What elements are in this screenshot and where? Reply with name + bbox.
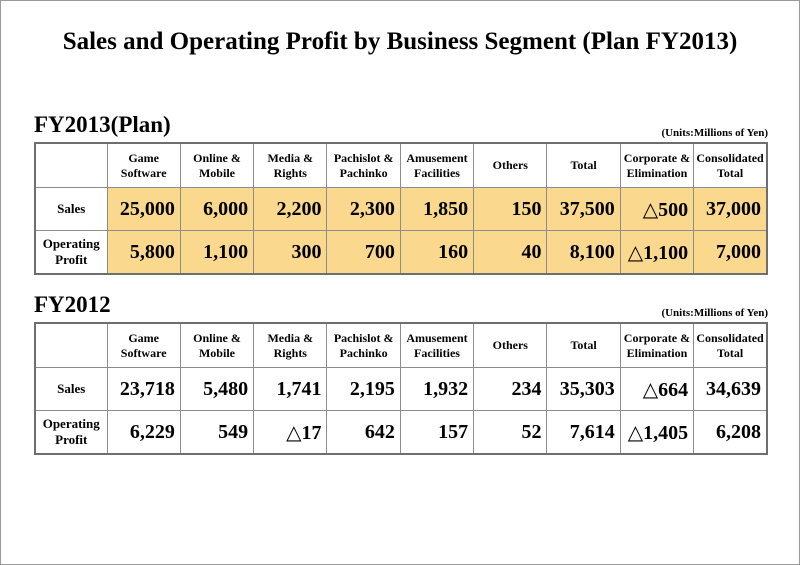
- data-cell: 160: [400, 231, 473, 275]
- data-cell: 52: [474, 411, 547, 455]
- column-header-online-mobile: Online & Mobile: [180, 143, 253, 188]
- row-label-sales: Sales: [35, 368, 107, 411]
- section-header-fy2013: [34, 112, 768, 140]
- column-header-media-rights: Media & Rights: [254, 323, 327, 368]
- fy2012-sales-row: [35, 368, 767, 411]
- fy2013-sales-row: [35, 188, 767, 231]
- section-fy2012: [34, 292, 768, 455]
- column-header-total: Total: [547, 323, 620, 368]
- column-header-amusement-facilities: Amusement Facilities: [400, 143, 473, 188]
- data-cell: 2,300: [327, 188, 400, 231]
- data-cell: 7,614: [547, 411, 620, 455]
- data-cell: 6,000: [180, 188, 253, 231]
- row-label-sales: Sales: [35, 188, 107, 231]
- column-header-amusement-facilities: Amusement Facilities: [400, 323, 473, 368]
- data-cell: 40: [474, 231, 547, 275]
- data-cell: 37,000: [694, 188, 767, 231]
- column-header-pachislot-pachinko: Pachislot & Pachinko: [327, 143, 400, 188]
- data-cell: 7,000: [694, 231, 767, 275]
- section-heading-fy2013-plan: FY2013(Plan): [34, 112, 171, 137]
- data-cell: 6,229: [107, 411, 180, 455]
- data-cell: 157: [400, 411, 473, 455]
- data-cell: 1,100: [180, 231, 253, 275]
- data-cell: 2,200: [254, 188, 327, 231]
- data-cell: 234: [474, 368, 547, 411]
- column-header-online-mobile: Online & Mobile: [180, 323, 253, 368]
- data-cell: 6,208: [694, 411, 767, 455]
- data-cell: 5,800: [107, 231, 180, 275]
- data-cell: 549: [180, 411, 253, 455]
- column-header-game-software: Game Software: [107, 143, 180, 188]
- column-header-pachislot-pachinko: Pachislot & Pachinko: [327, 323, 400, 368]
- data-cell: 300: [254, 231, 327, 275]
- data-cell: △17: [254, 411, 327, 455]
- fy2012-table: [34, 322, 768, 455]
- fy2013-header-row: [35, 143, 767, 188]
- data-cell: △1,405: [620, 411, 693, 455]
- page-title: Sales and Operating Profit by Business Segment (Plan FY2013): [62, 28, 738, 55]
- data-cell: 1,741: [254, 368, 327, 411]
- data-cell: 150: [474, 188, 547, 231]
- row-label-operating-profit: Operating Profit: [35, 231, 107, 275]
- column-header-consolidated-total: Consolidated Total: [694, 143, 767, 188]
- data-cell: 8,100: [547, 231, 620, 275]
- row-label-operating-profit: Operating Profit: [35, 411, 107, 455]
- column-header-others: Others: [474, 323, 547, 368]
- fy2013-plan-table: [34, 142, 768, 275]
- data-cell: △664: [620, 368, 693, 411]
- data-cell: 2,195: [327, 368, 400, 411]
- fy2012-operating-profit-row: [35, 411, 767, 455]
- corner-cell: [35, 143, 107, 188]
- column-header-total: Total: [547, 143, 620, 188]
- data-cell: 1,850: [400, 188, 473, 231]
- column-header-game-software: Game Software: [107, 323, 180, 368]
- units-note-fy2012: (Units:Millions of Yen): [661, 307, 768, 319]
- data-cell: △500: [620, 188, 693, 231]
- data-cell: 35,303: [547, 368, 620, 411]
- section-heading-fy2012: FY2012: [34, 292, 111, 317]
- corner-cell: [35, 323, 107, 368]
- column-header-others: Others: [474, 143, 547, 188]
- data-cell: 642: [327, 411, 400, 455]
- fy2013-operating-profit-row: [35, 231, 767, 275]
- fy2012-header-row: [35, 323, 767, 368]
- data-cell: 1,932: [400, 368, 473, 411]
- column-header-consolidated-total: Consolidated Total: [694, 323, 767, 368]
- section-header-fy2012: [34, 292, 768, 320]
- data-cell: 25,000: [107, 188, 180, 231]
- data-cell: 37,500: [547, 188, 620, 231]
- data-cell: 34,639: [694, 368, 767, 411]
- data-cell: 23,718: [107, 368, 180, 411]
- data-cell: 5,480: [180, 368, 253, 411]
- column-header-corporate-elimination: Corporate & Elimination: [620, 143, 693, 188]
- section-fy2013-plan: [34, 112, 768, 275]
- column-header-media-rights: Media & Rights: [254, 143, 327, 188]
- units-note-fy2013: (Units:Millions of Yen): [661, 127, 768, 139]
- column-header-corporate-elimination: Corporate & Elimination: [620, 323, 693, 368]
- data-cell: 700: [327, 231, 400, 275]
- data-cell: △1,100: [620, 231, 693, 275]
